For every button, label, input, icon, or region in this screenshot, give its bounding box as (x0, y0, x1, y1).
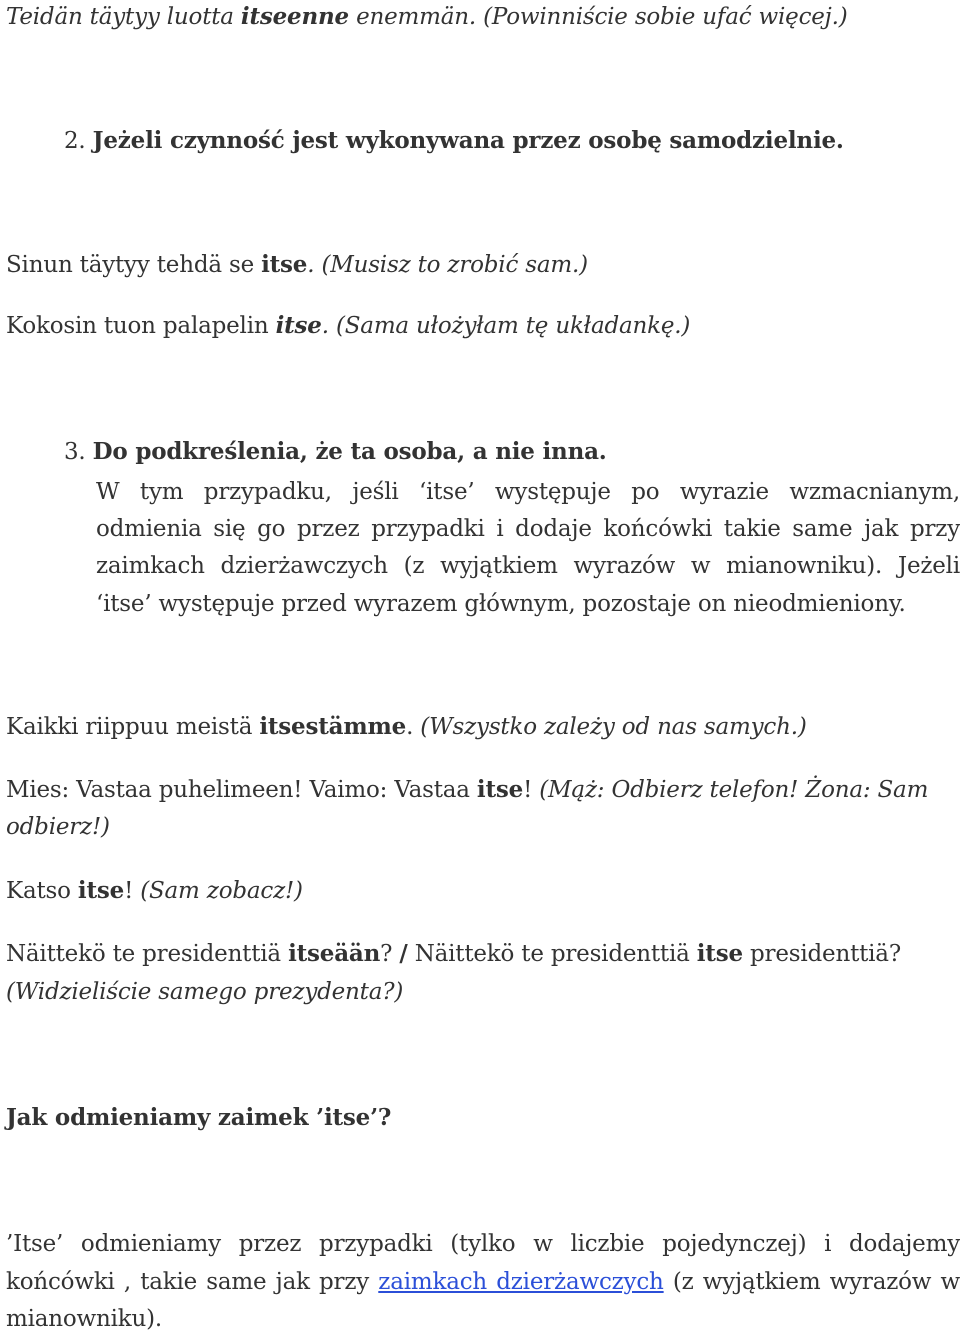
paragraph-line: zaimkach dzierżawczych (z wyjątkiem wyrazów w mianowniku). Jeżeli (96, 553, 960, 579)
paragraph-line: końcówki , takie same jak przy zaimkach dzierżawczych (z wyjątkiem wyrazów w (6, 1269, 960, 1295)
paragraph-line: ‘itse’ występuje przed wyrazem głównym, pozostaje on nieodmieniony. (96, 591, 906, 617)
example-line: Teidän täytyy luotta itseenne enemmän. (Powinniście sobie ufać więcej.) (6, 3, 848, 30)
example-line: odbierz!) (6, 814, 110, 840)
paragraph-line: W tym przypadku, jeśli ‘itse’ występuje po wyrazie wzmacnianym, (96, 479, 960, 505)
rule-heading-3: 3. Do podkreślenia, że ta osoba, a nie inna. (64, 438, 607, 465)
example-line: Sinun täytyy tehdä se itse. (Musisz to zrobić sam.) (6, 251, 588, 278)
paragraph-line: mianowniku). (6, 1306, 163, 1332)
example-line: Katso itse! (Sam zobacz!) (6, 877, 303, 904)
example-line: (Widzieliście samego prezydenta?) (6, 979, 404, 1005)
example-line: Kaikki riippuu meistä itsestämme. (Wszystko zależy od nas samych.) (6, 713, 807, 740)
example-line: Kokosin tuon palapelin itse. (Sama ułożyłam tę układankę.) (6, 312, 691, 339)
possessive-pronouns-link[interactable]: zaimkach dzierżawczych (378, 1269, 664, 1295)
section-heading: Jak odmieniamy zaimek ’itse’? (6, 1104, 392, 1131)
example-line: Näittekö te presidenttiä itseään? / Näittekö te presidenttiä itse presidenttiä? (6, 940, 901, 967)
example-line: Mies: Vastaa puhelimeen! Vaimo: Vastaa itse! (Mąż: Odbierz telefon! Żona: Sam (6, 776, 929, 803)
paragraph-line: ’Itse’ odmieniamy przez przypadki (tylko w liczbie pojedynczej) i dodajemy (6, 1231, 960, 1257)
paragraph-line: odmienia się go przez przypadki i dodaje końcówki takie same jak przy (96, 516, 960, 542)
rule-heading-2: 2. Jeżeli czynność jest wykonywana przez osobę samodzielnie. (64, 127, 844, 154)
